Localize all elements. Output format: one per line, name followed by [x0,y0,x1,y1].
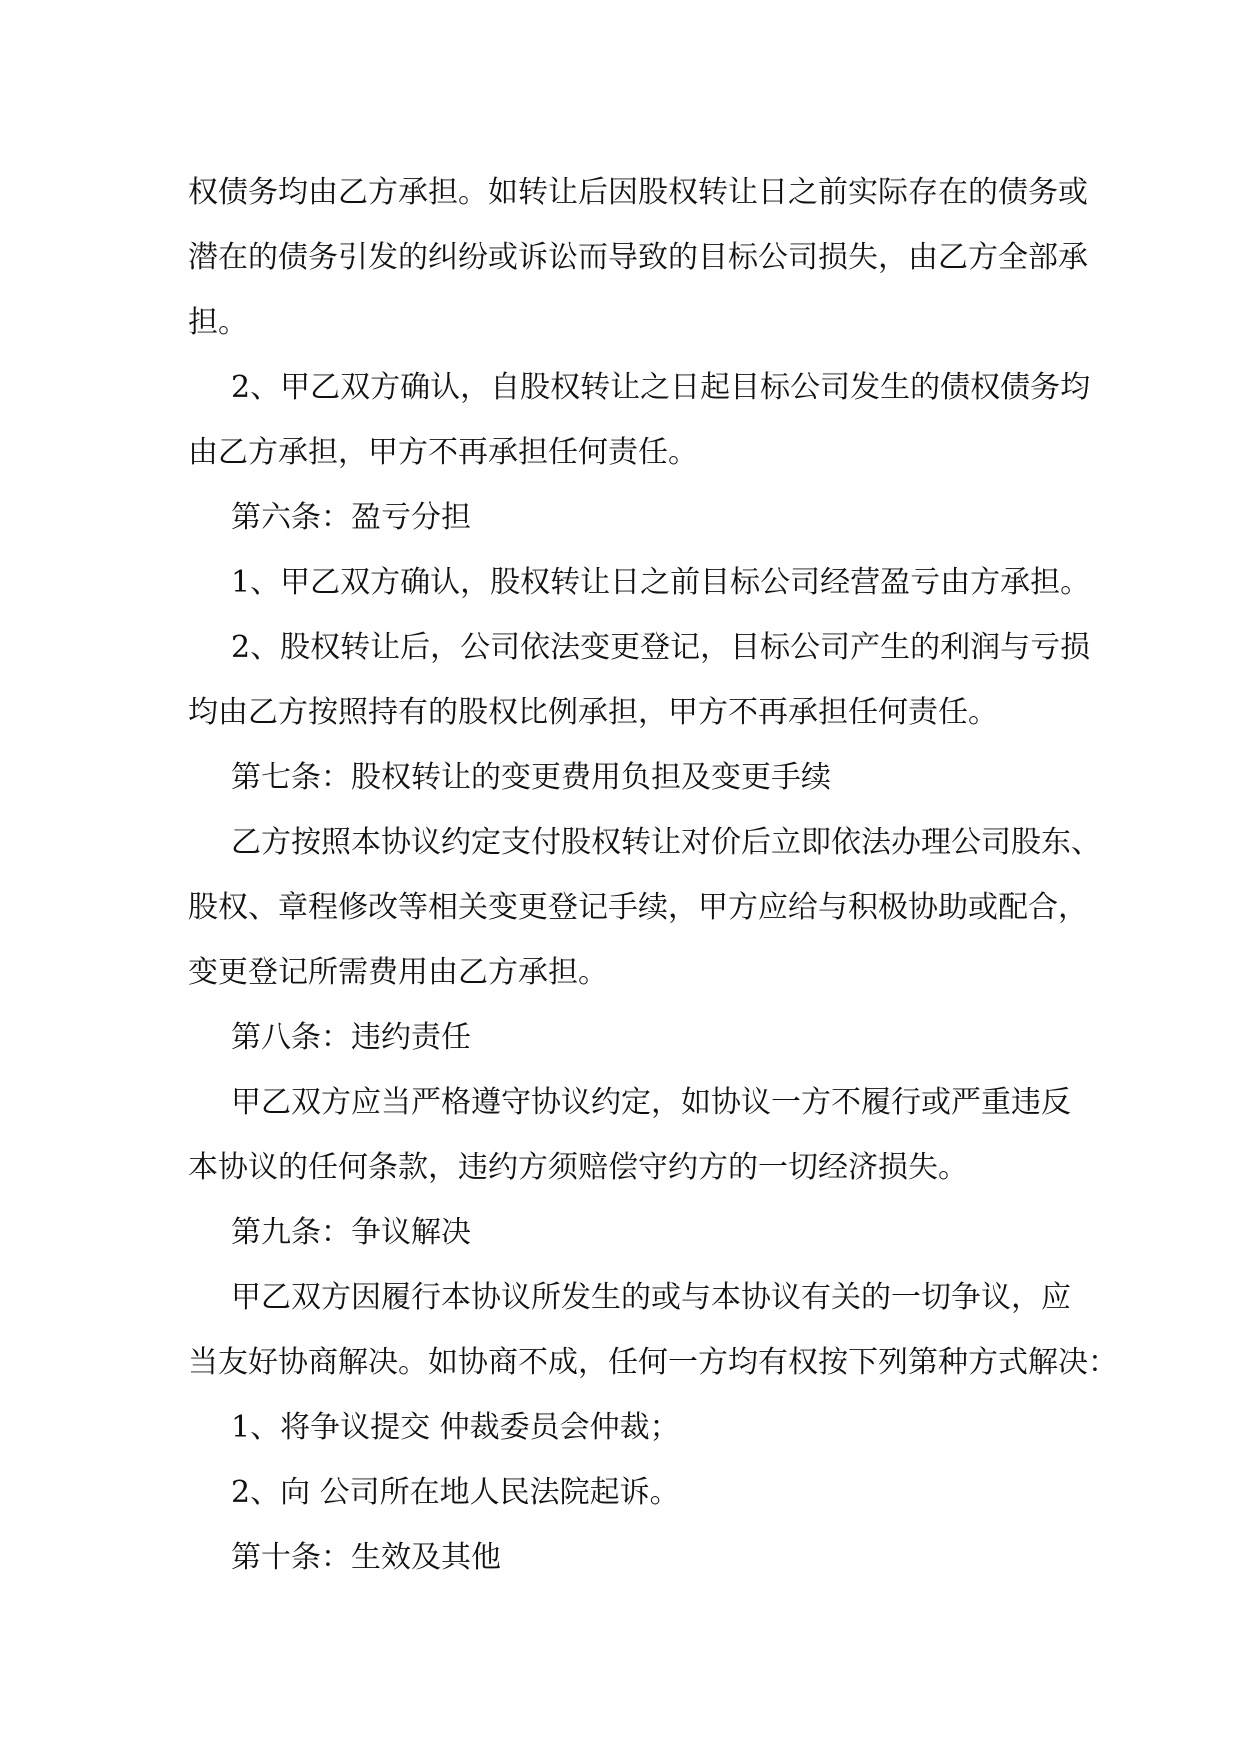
section-heading: 第八条：违约责任 [231,1020,471,1055]
text-line: 乙方按照本协议约定支付股权转让对价后立即依法办理公司股东、 [231,825,1101,860]
text-line: 甲乙双方应当严格遵守协议约定，如协议一方不履行或严重违反 [231,1085,1071,1120]
text-line: 2、甲乙双方确认，自股权转让之日起目标公司发生的债权债务均 [231,370,1091,405]
text-line: 变更登记所需费用由乙方承担。 [188,955,608,990]
text-line: 2、向 公司所在地人民法院起诉。 [231,1475,680,1510]
text-line: 1、将争议提交 仲裁委员会仲裁； [231,1410,680,1445]
text-line: 1、甲乙双方确认，股权转让日之前目标公司经营盈亏由方承担。 [231,565,1091,600]
text-line: 潜在的债务引发的纠纷或诉讼而导致的目标公司损失，由乙方全部承 [188,240,1088,275]
section-heading: 第六条：盈亏分担 [231,500,471,535]
text-line: 股权、章程修改等相关变更登记手续，甲方应给与积极协助或配合， [188,890,1088,925]
section-heading: 第七条：股权转让的变更费用负担及变更手续 [231,760,831,795]
section-heading: 第九条：争议解决 [231,1215,471,1250]
text-line: 2、股权转让后，公司依法变更登记，目标公司产生的利润与亏损 [231,630,1091,665]
text-line: 均由乙方按照持有的股权比例承担，甲方不再承担任何责任。 [188,695,998,730]
document-body [188,160,1118,1590]
text-line: 由乙方承担，甲方不再承担任何责任。 [188,435,698,470]
text-line: 本协议的任何条款，违约方须赔偿守约方的一切经济损失。 [188,1150,968,1185]
text-line: 担。 [188,305,248,340]
section-heading: 第十条：生效及其他 [231,1540,501,1575]
text-line: 权债务均由乙方承担。如转让后因股权转让日之前实际存在的债务或 [188,175,1088,210]
text-line: 甲乙双方因履行本协议所发生的或与本协议有关的一切争议，应 [231,1280,1071,1315]
text-line: 当友好协商解决。如协商不成，任何一方均有权按下列第种方式解决： [188,1345,1118,1380]
